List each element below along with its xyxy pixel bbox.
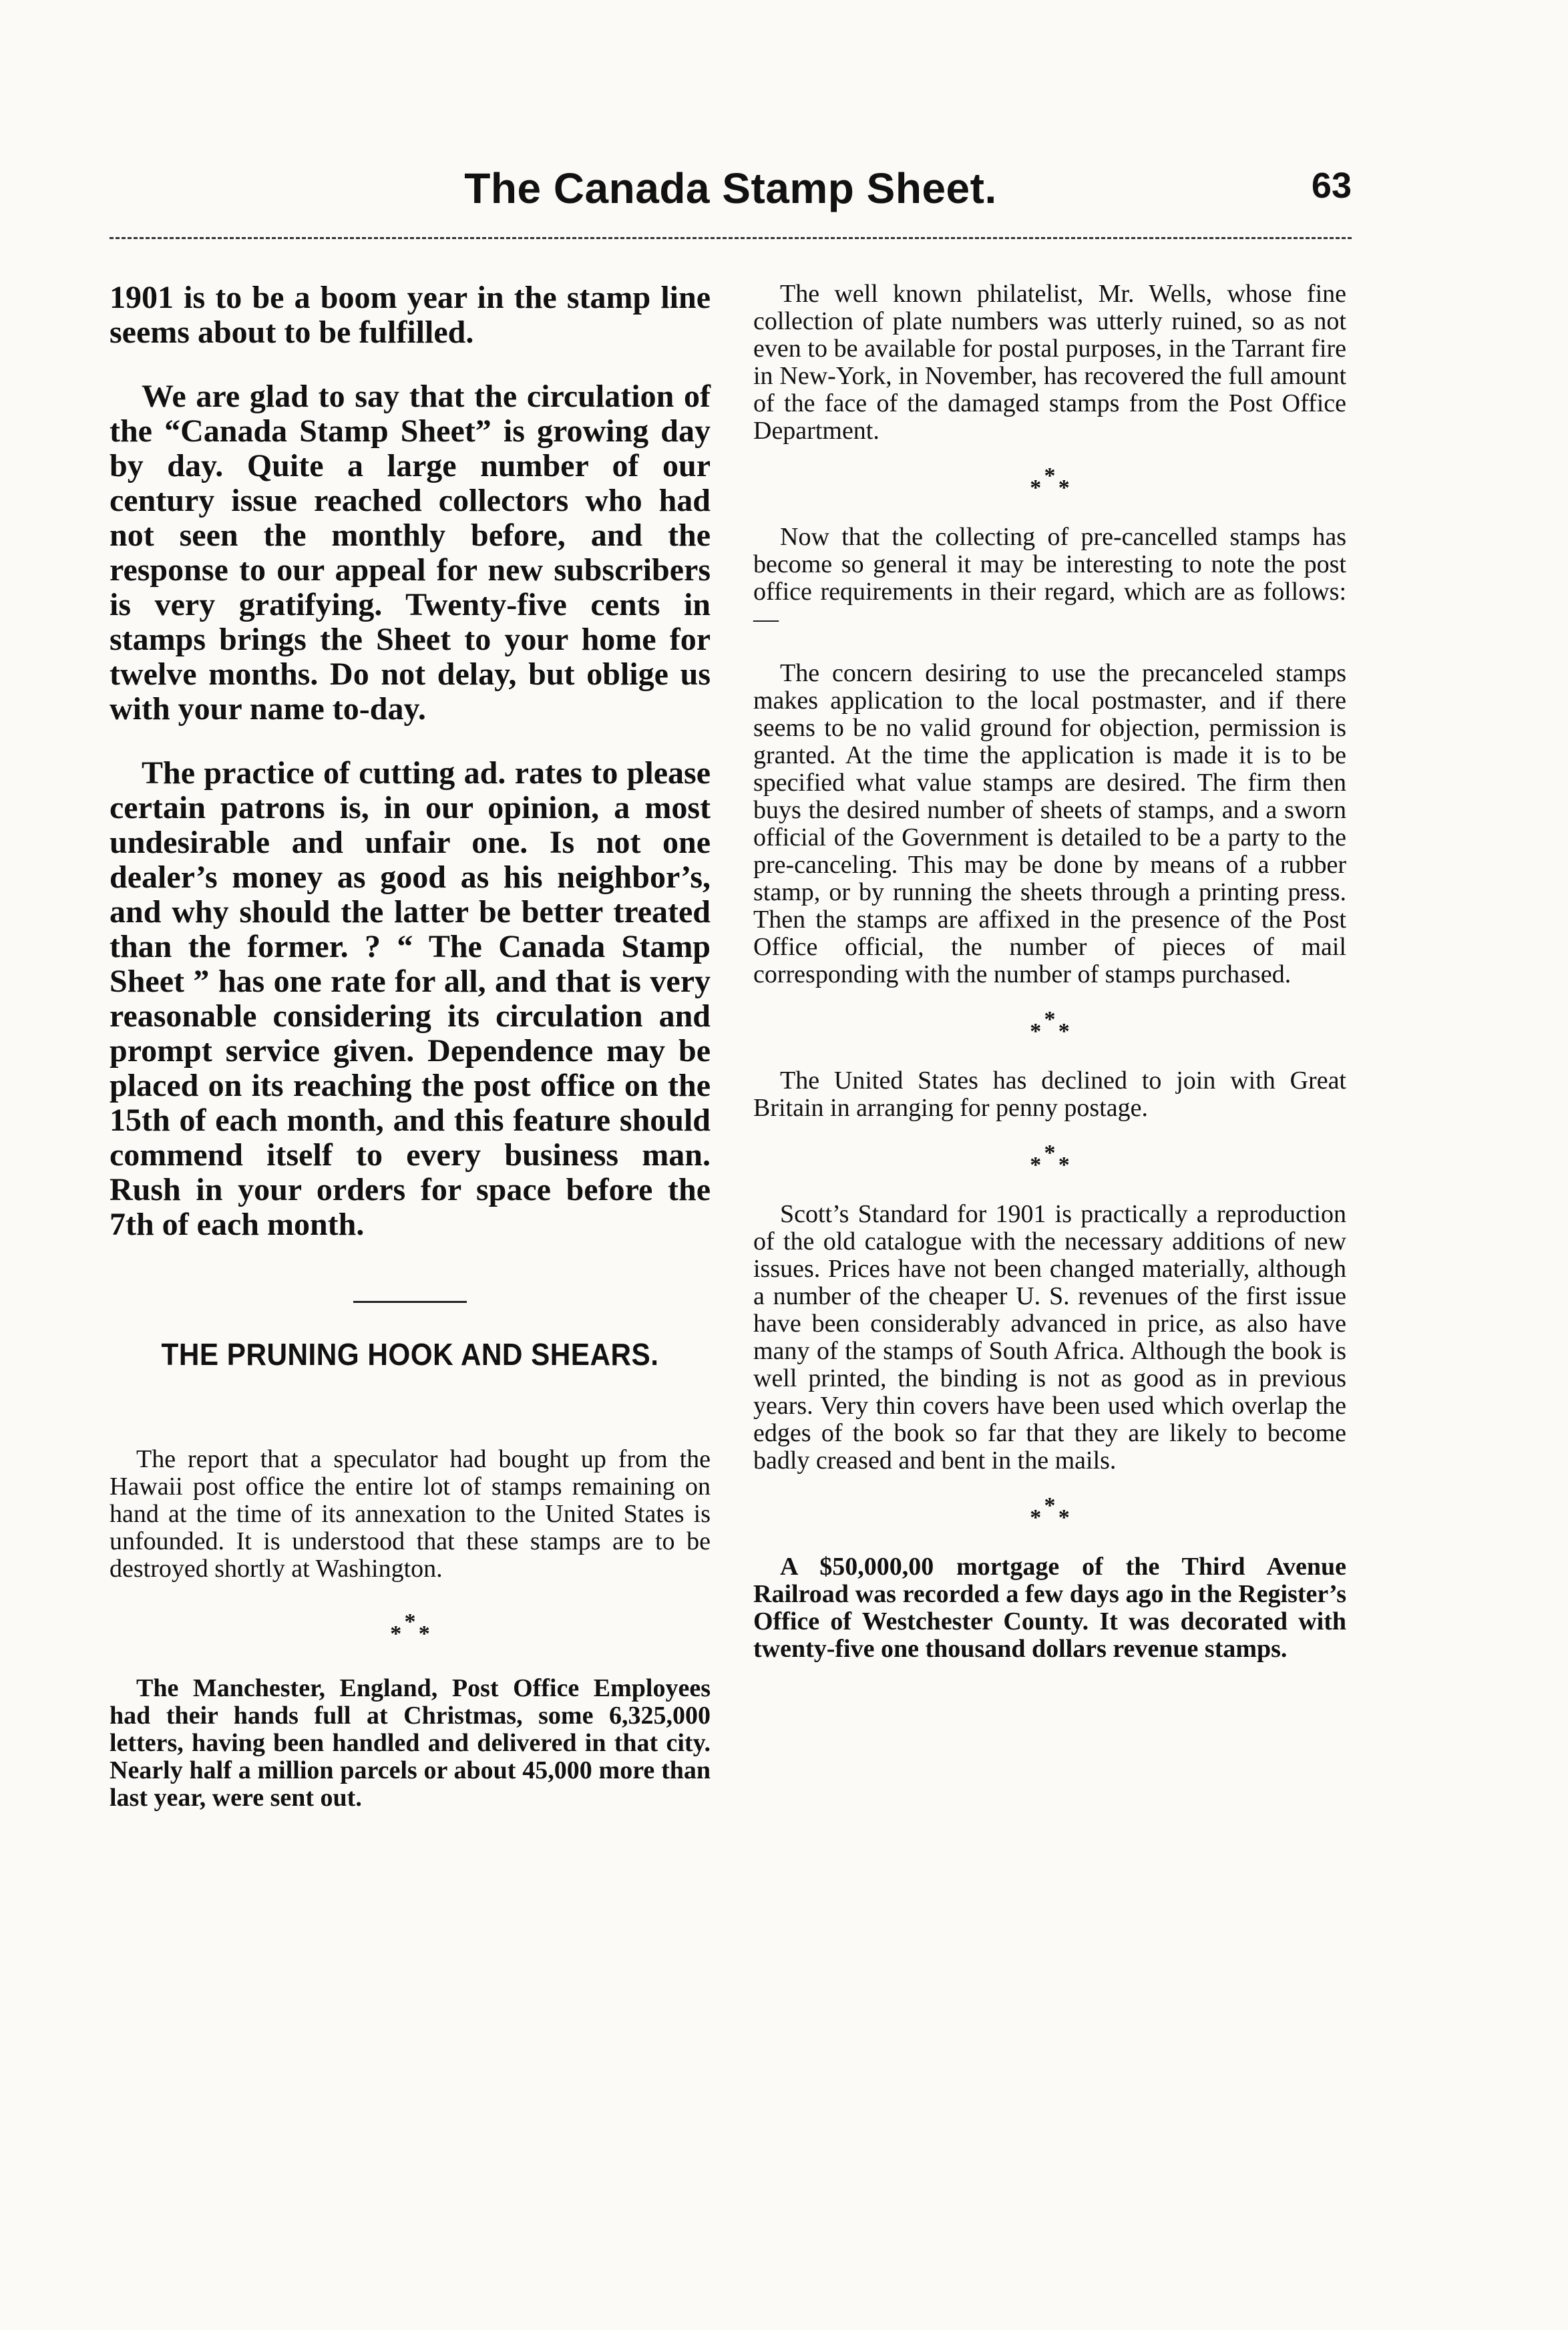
page-header — [110, 164, 1352, 230]
hawaii-paragraph: The report that a speculator had bought up from the Hawaii post office the entire lot of stamps remaining on hand at the time of its annexation to the United States is unfounded. It is understood that these stamps are to be destroyed shortly at Washington. — [110, 1445, 711, 1583]
circulation-paragraph: We are glad to say that the circulation of the “Canada Stamp Sheet” is growing day by day. Quite a large number of our century issue reached collectors who had not seen the monthly before, and the response to our appeal for new subscribers is very gratifying. Twenty-five cents in stamps brings the Sheet to your home for twelve months. Do not delay, but oblige us with your name to-day. — [110, 379, 711, 727]
right-column — [753, 280, 1346, 1663]
asterism-separator: * * * — [1030, 463, 1070, 500]
header-divider — [110, 237, 1352, 239]
page-number: 63 — [1311, 166, 1352, 206]
asterism-separator: * * * — [1030, 1007, 1070, 1044]
section-divider — [353, 1301, 467, 1303]
scotts-paragraph: Scott’s Standard for 1901 is practically a reproduction of the old catalogue with the necessary additions of new issues. Prices have not been changed materially, although a number of the cheaper U. S. revenues of the first issue have been considerably advanced in price, as also have many of the stamps of South Africa. Although the book is well printed, the binding is not as good as in previous years. Very thin covers have been used which overlap the edges of the book so far that they are likely to become badly creased and bent in the mails. — [753, 1200, 1346, 1475]
manchester-paragraph: The Manchester, England, Post Office Employees had their hands full at Christmas, some 6,325,000 letters, having been handled and delivered in that city. Nearly half a million parcels or about 45,000 more than last year, were sent out. — [110, 1674, 711, 1812]
intro-paragraph: 1901 is to be a boom year in the stamp line seems about to be fulfilled. — [110, 280, 711, 350]
wells-paragraph: The well known philatelist, Mr. Wells, whose fine collection of plate numbers was utterly ruined, so as not even to be available for postal purposes, in the Tarrant fire in New-York, in November, has recovered the full amount of the face of the damaged stamps from the Post Office Department. — [753, 280, 1346, 445]
penny-postage-paragraph: The United States has declined to join with Great Britain in arranging for penny postage. — [753, 1066, 1346, 1122]
page-title: The Canada Stamp Sheet. — [464, 164, 997, 212]
mortgage-paragraph: A $50,000,00 mortgage of the Third Avenue Railroad was recorded a few days ago in the Register’s Office of Westchester County. It was decorated with twenty-five one thousand dollars revenue stamps. — [753, 1553, 1346, 1663]
precancel-process-paragraph: The concern desiring to use the precanceled stamps makes application to the local postmaster, and if there seems to be no valid ground for objection, permission is granted. At the time the application is made it is to be specified what value stamps are desired. The firm then buys the desired number of sheets of stamps, and a sworn official of the Government is detailed to be a party to the pre-canceling. This may be done by means of a rubber stamp, or by running the sheets through a printing press. Then the stamps are affixed in the presence of the Post Office official, the number of pieces of mail corresponding with the number of stamps purchased. — [753, 659, 1346, 988]
section-heading: THE PRUNING HOOK AND SHEARS. — [161, 1337, 659, 1372]
asterism-separator: * * * — [1030, 1493, 1070, 1530]
asterism-separator: * * * — [390, 1609, 430, 1646]
ad-rates-paragraph: The practice of cutting ad. rates to please certain patrons is, in our opinion, a most undesirable and unfair one. Is not one dealer’s money as good as his neighbor’s, and why should the latter be better treated than the former. ? “ The Canada Stamp Sheet ” has one rate for all, and that is very reasonable considering its circulation and prompt service given. Dependence may be placed on its reaching the post office on the 15th of each month, and this feature should commend itself to every business man. Rush in your orders for space before the 7th of each month. — [110, 755, 711, 1242]
left-column — [110, 280, 711, 1812]
asterism-separator: * * * — [1030, 1141, 1070, 1177]
precancel-intro-paragraph: Now that the collecting of pre-cancelled stamps has become so general it may be interesting to note the post office requirements in their regard, which are as follows:— — [753, 523, 1346, 633]
